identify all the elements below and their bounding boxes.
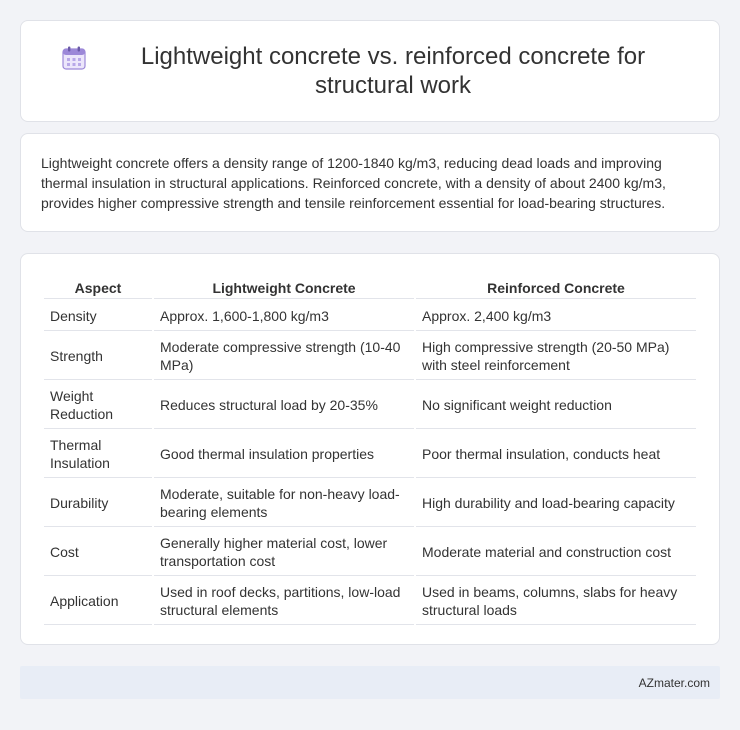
header-reinforced: Reinforced Concrete	[416, 275, 696, 299]
cell-aspect: Weight Reduction	[44, 382, 152, 429]
cell-aspect: Durability	[44, 480, 152, 527]
cell-reinforced: Approx. 2,400 kg/m3	[416, 301, 696, 331]
table-row	[44, 333, 696, 380]
cell-aspect: Density	[44, 301, 152, 331]
comparison-table	[42, 273, 698, 627]
cell-lightweight: Good thermal insulation properties	[154, 431, 414, 478]
cell-reinforced: High durability and load-bearing capacity	[416, 480, 696, 527]
table-row	[44, 431, 696, 478]
cell-lightweight: Moderate compressive strength (10-40 MPa)	[154, 333, 414, 380]
table-row	[44, 578, 696, 625]
table-row	[44, 301, 696, 331]
cell-lightweight: Generally higher material cost, lower transportation cost	[154, 529, 414, 576]
page-title: Lightweight concrete vs. reinforced concrete for structural work	[140, 43, 646, 99]
table-header-row	[44, 275, 696, 299]
title-card	[20, 20, 720, 122]
calendar-icon	[61, 45, 87, 71]
description-text: Lightweight concrete offers a density range of 1200-1840 kg/m3, reducing dead loads and improving thermal insulation in structural applications. Reinforced concrete, with a density of about 2400 kg/m3, provides higher compressive strength and tensile reinforcement essential for load-bearing structures.	[41, 155, 666, 211]
cell-aspect: Thermal Insulation	[44, 431, 152, 478]
cell-reinforced: Poor thermal insulation, conducts heat	[416, 431, 696, 478]
table-row	[44, 529, 696, 576]
cell-reinforced: Moderate material and construction cost	[416, 529, 696, 576]
cell-reinforced: No significant weight reduction	[416, 382, 696, 429]
table-row	[44, 480, 696, 527]
cell-lightweight: Moderate, suitable for non-heavy load-bearing elements	[154, 480, 414, 527]
cell-lightweight: Reduces structural load by 20-35%	[154, 382, 414, 429]
comparison-table-card	[20, 253, 720, 645]
cell-lightweight: Approx. 1,600-1,800 kg/m3	[154, 301, 414, 331]
cell-reinforced: Used in beams, columns, slabs for heavy structural loads	[416, 578, 696, 625]
header-lightweight: Lightweight Concrete	[154, 275, 414, 299]
header-aspect: Aspect	[44, 275, 152, 299]
cell-lightweight: Used in roof decks, partitions, low-load structural elements	[154, 578, 414, 625]
table-row	[44, 382, 696, 429]
footer-bar	[20, 666, 720, 699]
cell-reinforced: High compressive strength (20-50 MPa) with steel reinforcement	[416, 333, 696, 380]
cell-aspect: Strength	[44, 333, 152, 380]
footer-brand: AZmater.com	[638, 675, 710, 690]
cell-aspect: Cost	[44, 529, 152, 576]
cell-aspect: Application	[44, 578, 152, 625]
description-card	[20, 133, 720, 232]
